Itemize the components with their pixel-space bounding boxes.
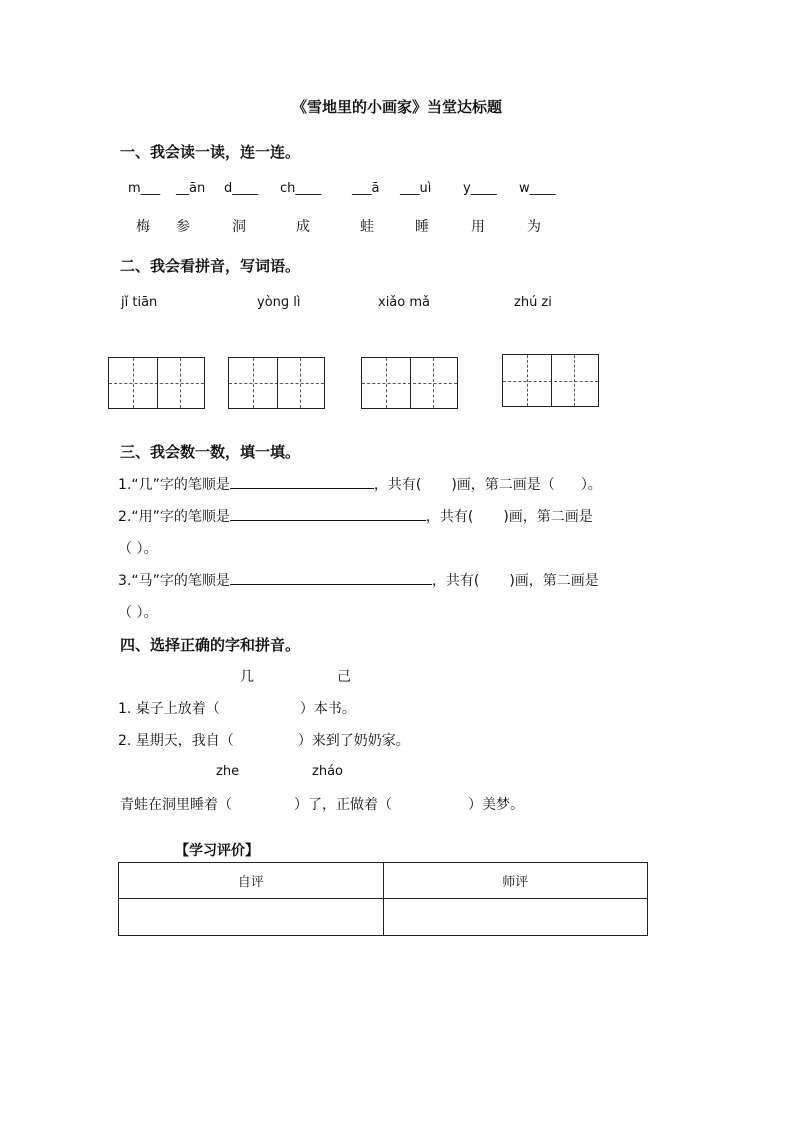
q4-3-end: ）美梦。: [468, 797, 524, 813]
writing-grid-2[interactable]: [228, 357, 325, 409]
option-pinyin-zhao: zháo: [312, 764, 343, 779]
teacher-eval-header: 师评: [383, 863, 648, 899]
q3-2-count-label: ，共有(: [425, 509, 474, 525]
pinyin-6: ___uì: [400, 181, 432, 196]
q3-1: [118, 474, 602, 494]
pinyin-8: w____: [519, 181, 556, 196]
word-pinyin-4: zhú zi: [514, 295, 552, 310]
self-eval-header: 自评: [119, 863, 384, 899]
teacher-eval-cell[interactable]: [383, 899, 648, 936]
word-pinyin-3: xiǎo mǎ: [378, 295, 430, 310]
q4-1-end: ）本书。: [299, 701, 356, 717]
q3-1-prompt: 1.“几”字的笔顺是: [118, 477, 230, 493]
answer-blank[interactable]: [230, 474, 374, 489]
char-8: 为: [527, 219, 541, 235]
section-4-heading: 四、选择正确的字和拼音。: [120, 636, 301, 654]
option-ji-self: 己: [337, 669, 351, 685]
q3-3-prompt: 3.“马”字的笔顺是: [118, 573, 230, 589]
pinyin-3: d____: [224, 181, 259, 196]
answer-blank[interactable]: [230, 506, 426, 521]
q4-1-start: 1. 桌子上放着（: [118, 701, 220, 717]
word-pinyin-1: jǐ tiān: [121, 295, 158, 310]
q4-3-start: 青蛙在洞里睡着（: [120, 797, 232, 813]
q3-2: [118, 506, 593, 526]
q3-3-count-label: ，共有(: [431, 573, 480, 589]
option-ji: 几: [240, 669, 254, 685]
section-3-heading: 三、我会数一数，填一填。: [120, 443, 301, 461]
word-pinyin-2: yònɡ lì: [257, 295, 301, 310]
pinyin-4: ch____: [280, 181, 322, 196]
pinyin-2: __ān: [176, 181, 206, 196]
page-title: 《雪地里的小画家》当堂达标题: [291, 98, 502, 116]
q3-2-prompt: 2.“用”字的笔顺是: [118, 509, 230, 525]
q3-2-second-label: )画，第二画是: [503, 509, 593, 525]
writing-grid-4[interactable]: [502, 354, 599, 407]
q4-2-end: ）来到了奶奶家。: [297, 733, 410, 749]
q3-2-cont: （ ）。: [118, 541, 158, 557]
q3-1-close: ）。: [580, 477, 602, 493]
char-6: 睡: [415, 219, 429, 235]
writing-grid-1[interactable]: [108, 357, 205, 409]
q3-3-second-label: )画，第二画是: [509, 573, 599, 589]
evaluation-table: [118, 862, 648, 936]
char-5: 蛙: [360, 219, 374, 235]
pinyin-7: y____: [463, 181, 497, 196]
char-7: 用: [471, 219, 485, 235]
writing-grid-3[interactable]: [361, 357, 458, 409]
pinyin-1: m___: [128, 181, 161, 196]
evaluation-heading: 【学习评价】: [175, 843, 259, 859]
char-1: 梅: [136, 219, 150, 235]
q4-3: [120, 794, 524, 814]
self-eval-cell[interactable]: [119, 899, 384, 936]
q4-1: [118, 698, 356, 718]
q4-2-start: 2. 星期天，我自（: [118, 733, 234, 749]
option-pinyin-zhe: zhe: [216, 764, 240, 779]
q3-1-count-label: ，共有(: [373, 477, 422, 493]
section-1-heading: 一、我会读一读，连一连。: [120, 143, 301, 161]
q4-3-mid: ）了，正做着（: [294, 797, 392, 813]
section-2-heading: 二、我会看拼音，写词语。: [120, 257, 301, 275]
char-3: 洞: [232, 219, 246, 235]
q4-2: [118, 730, 410, 750]
answer-blank[interactable]: [230, 570, 432, 585]
q3-3: [118, 570, 599, 590]
char-4: 成: [296, 219, 310, 235]
q3-3-cont: （ ）。: [118, 605, 158, 621]
q3-1-second-label: )画，第二画是（: [451, 477, 555, 493]
pinyin-5: ___ā: [352, 181, 380, 196]
char-2: 参: [176, 219, 190, 235]
